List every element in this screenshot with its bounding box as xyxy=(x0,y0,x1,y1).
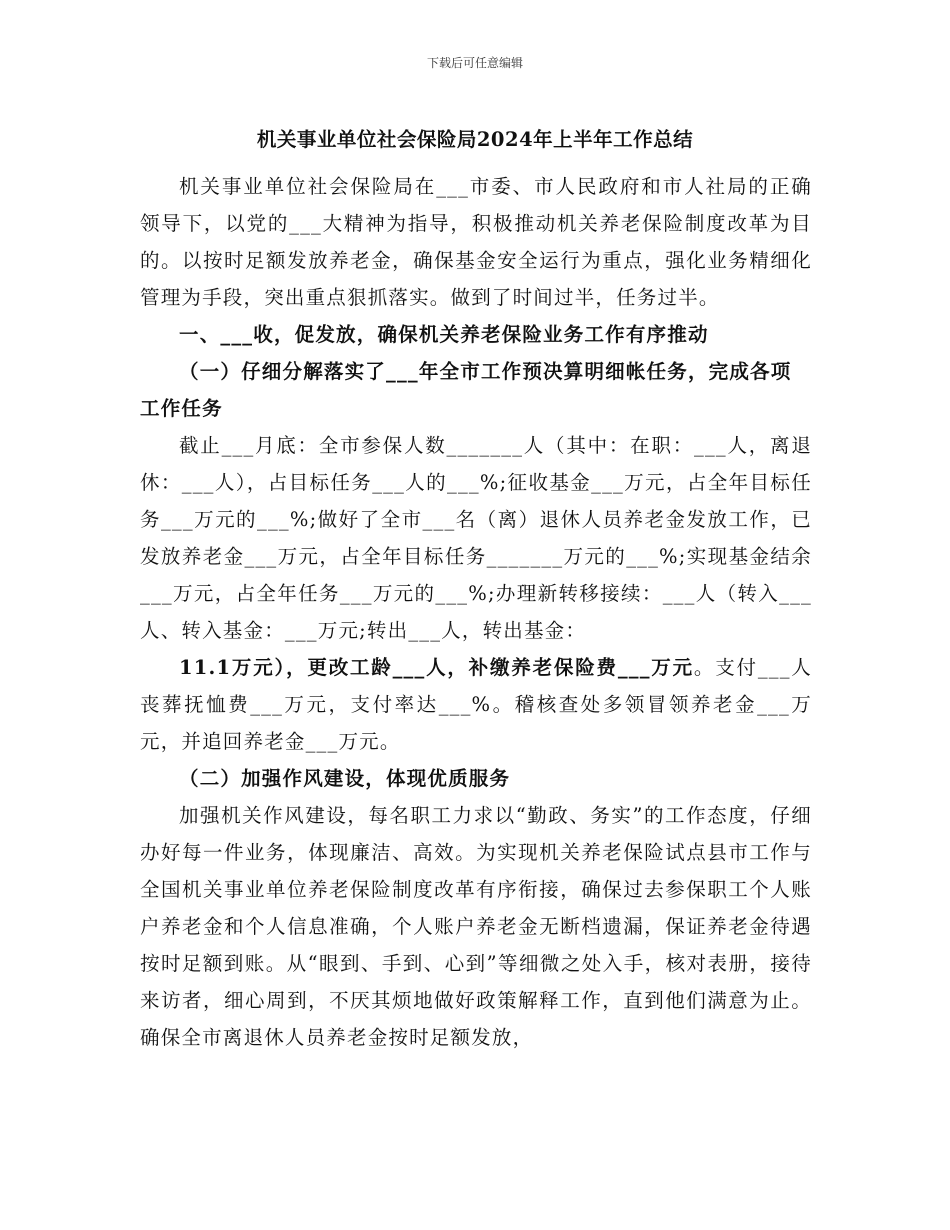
subsection-1-body: 截止___月底：全市参保人数_______人（其中：在职：___人，离退休：___人），占目标任务___人的___%;征收基金___万元，占全年目标任务___万元的___%;做好了全市___名（离）退休人员养老金发放工作，已发放养老金___万元，占全年目标任务_______万元的___%;实现基金结余___万元，占全年任务___万元的___%;办理新转移接续：___人（转入___人、转入基金：___万元;转出___人，转出基金： xyxy=(140,434,812,642)
subsection-1-heading: （一）仔细分解落实了___年全市工作预决算明细帐任务，完成各项工作任务 xyxy=(140,360,792,420)
document-title: 机关事业单位社会保险局2024年上半年工作总结 xyxy=(256,128,694,151)
page-header-note: 下载后可任意编辑 xyxy=(426,56,523,70)
continuation-bold-text: 11.1万元），更改工龄___人，补缴养老保险费___万元 xyxy=(179,656,694,679)
subsection-1-continuation xyxy=(140,649,812,760)
subsection-2-body: 加强机关作风建设，每名职工力求以“勤政、务实”的工作态度，仔细办好每一件业务，体现廉洁、高效。为实现机关养老保险试点县市工作与全国机关事业单位养老保险制度改革有序衔接，确保过去参保职工个人账户养老金和个人信息准确，个人账户养老金无断档遗漏，保证养老金待遇按时足额到账。从“眼到、手到、心到”等细微之处入手，核对表册，接待来访者，细心周到，不厌其烦地做好政策解释工作，直到他们满意为止。确保全市离退休人员养老金按时足额发放， xyxy=(140,804,812,1049)
intro-paragraph: 机关事业单位社会保险局在___市委、市人民政府和市人社局的正确领导下，以党的___大精神为指导，积极推动机关养老保险制度改革为目的。以按时足额发放养老金，确保基金安全运行为重点，强化业务精细化管理为手段，突出重点狠抓落实。做到了时间过半，任务过半。 xyxy=(140,175,812,309)
continuation-normal-text: 。支付___人丧葬抚恤费___万元，支付率达___%。稽核查处多领冒领养老金___万元，并追回养老金___万元。 xyxy=(140,656,813,753)
subsection-2-heading: （二）加强作风建设，体现优质服务 xyxy=(179,767,511,790)
section-1-heading: 一、___收，促发放，确保机关养老保险业务工作有序推动 xyxy=(179,323,709,346)
document-body xyxy=(140,168,812,1056)
